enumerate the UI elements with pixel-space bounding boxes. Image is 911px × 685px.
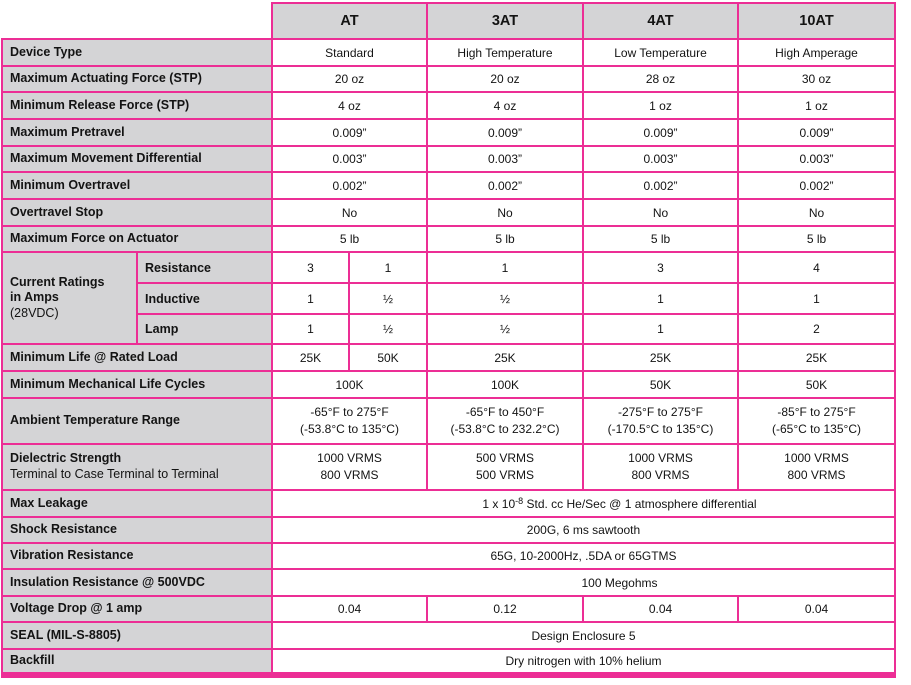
row-label-min-mech-life: Minimum Mechanical Life Cycles	[2, 371, 272, 398]
row-label-max-pretravel: Maximum Pretravel	[2, 119, 272, 146]
row-ambient-temp	[2, 398, 895, 444]
max-leakage-prefix: 1 x 10	[482, 497, 516, 511]
lamp-4at: 1	[583, 314, 738, 344]
max-force-on-actuator-10at: 5 lb	[738, 226, 895, 252]
voltage-drop-3at: 0.12	[427, 596, 583, 622]
column-header-10at: 10AT	[738, 3, 895, 39]
ambient-temp-10at	[738, 398, 895, 444]
ambient-temp-at	[272, 398, 427, 444]
current-ratings-label-line3: (28VDC)	[10, 305, 59, 320]
shock-resistance-value: 200G, 6 ms sawtooth	[272, 517, 895, 543]
min-release-force-at: 4 oz	[272, 92, 427, 119]
device-type-4at: Low Temperature	[583, 39, 738, 66]
row-current-ratings-resistance	[2, 252, 895, 283]
ambient-temp-at-c: (-53.8°C to 135°C)	[300, 422, 399, 436]
max-leakage-suffix: Std. cc He/Sec @ 1 atmosphere differential	[523, 497, 757, 511]
max-pretravel-10at: 0.009”	[738, 119, 895, 146]
max-force-on-actuator-4at: 5 lb	[583, 226, 738, 252]
min-mech-life-4at: 50K	[583, 371, 738, 398]
dielectric-10at-line2: 800 VRMS	[787, 468, 846, 482]
dielectric-at	[272, 444, 427, 490]
current-ratings-label-line1: Current Ratings	[10, 274, 105, 289]
lamp-10at: 2	[738, 314, 895, 344]
inductive-at-a: 1	[272, 283, 349, 314]
max-leakage-value	[272, 490, 895, 517]
ambient-temp-at-f: -65°F to 275°F	[310, 405, 389, 420]
ambient-temp-4at	[583, 398, 738, 444]
row-max-movement-differential	[2, 146, 895, 172]
row-insulation-resistance	[2, 569, 895, 596]
row-label-min-release-force: Minimum Release Force (STP)	[2, 92, 272, 119]
overtravel-stop-4at: No	[583, 199, 738, 226]
max-leakage-exponent: -8	[515, 496, 524, 506]
dielectric-4at-line1: 1000 VRMS	[628, 451, 693, 466]
min-mech-life-3at: 100K	[427, 371, 583, 398]
inductive-10at: 1	[738, 283, 895, 314]
row-min-life-rated-load	[2, 344, 895, 371]
row-label-min-life-rated-load: Minimum Life @ Rated Load	[2, 344, 272, 371]
row-label-device-type: Device Type	[2, 39, 272, 66]
dielectric-3at	[427, 444, 583, 490]
row-label-insulation-resistance: Insulation Resistance @ 500VDC	[2, 569, 272, 596]
row-label-backfill: Backfill	[2, 649, 272, 675]
row-seal	[2, 622, 895, 649]
ambient-temp-3at-f: -65°F to 450°F	[465, 405, 545, 420]
ambient-temp-3at-c: (-53.8°C to 232.2°C)	[450, 422, 560, 436]
inductive-4at: 1	[583, 283, 738, 314]
inductive-3at: ½	[427, 283, 583, 314]
overtravel-stop-at: No	[272, 199, 427, 226]
lamp-at-b: ½	[349, 314, 427, 344]
row-label-max-force-on-actuator: Maximum Force on Actuator	[2, 226, 272, 252]
min-overtravel-3at: 0.002”	[427, 172, 583, 199]
row-vibration-resistance	[2, 543, 895, 569]
row-label-seal: SEAL (MIL-S-8805)	[2, 622, 272, 649]
inductive-at-b: ½	[349, 283, 427, 314]
row-max-actuating-force	[2, 66, 895, 92]
row-label-shock-resistance: Shock Resistance	[2, 517, 272, 543]
vibration-resistance-value: 65G, 10-2000Hz, .5DA or 65GTMS	[272, 543, 895, 569]
min-life-4at: 25K	[583, 344, 738, 371]
dielectric-at-line2: 800 VRMS	[320, 468, 379, 482]
min-mech-life-at: 100K	[272, 371, 427, 398]
dielectric-label-line1: Dielectric Strength	[10, 451, 122, 466]
resistance-at-a: 3	[272, 252, 349, 283]
max-movement-differential-3at: 0.003”	[427, 146, 583, 172]
device-type-3at: High Temperature	[427, 39, 583, 66]
resistance-at-b: 1	[349, 252, 427, 283]
voltage-drop-4at: 0.04	[583, 596, 738, 622]
min-overtravel-10at: 0.002”	[738, 172, 895, 199]
dielectric-10at-line1: 1000 VRMS	[784, 451, 849, 466]
column-header-3at: 3AT	[427, 3, 583, 39]
dielectric-4at	[583, 444, 738, 490]
max-pretravel-3at: 0.009”	[427, 119, 583, 146]
max-force-on-actuator-at: 5 lb	[272, 226, 427, 252]
ambient-temp-4at-f: -275°F to 275°F	[618, 405, 703, 420]
current-ratings-label-line2: in Amps	[10, 290, 59, 305]
backfill-value: Dry nitrogen with 10% helium	[272, 649, 895, 675]
max-movement-differential-10at: 0.003”	[738, 146, 895, 172]
row-label-lamp: Lamp	[137, 314, 272, 344]
dielectric-label-line2: Terminal to Case Terminal to Terminal	[10, 467, 219, 481]
max-actuating-force-10at: 30 oz	[738, 66, 895, 92]
max-actuating-force-at: 20 oz	[272, 66, 427, 92]
seal-value: Design Enclosure 5	[272, 622, 895, 649]
row-label-overtravel-stop: Overtravel Stop	[2, 199, 272, 226]
min-life-at-b: 50K	[349, 344, 427, 371]
ambient-temp-3at	[427, 398, 583, 444]
header-blank-cell	[2, 3, 272, 39]
max-movement-differential-at: 0.003”	[272, 146, 427, 172]
row-max-pretravel	[2, 119, 895, 146]
row-backfill	[2, 649, 895, 675]
row-voltage-drop	[2, 596, 895, 622]
min-life-3at: 25K	[427, 344, 583, 371]
dielectric-10at	[738, 444, 895, 490]
min-release-force-10at: 1 oz	[738, 92, 895, 119]
resistance-10at: 4	[738, 252, 895, 283]
device-type-at: Standard	[272, 39, 427, 66]
row-label-dielectric-strength	[2, 444, 272, 490]
overtravel-stop-10at: No	[738, 199, 895, 226]
insulation-resistance-value: 100 Megohms	[272, 569, 895, 596]
row-shock-resistance	[2, 517, 895, 543]
row-label-voltage-drop: Voltage Drop @ 1 amp	[2, 596, 272, 622]
max-force-on-actuator-3at: 5 lb	[427, 226, 583, 252]
dielectric-3at-line2: 500 VRMS	[475, 468, 535, 482]
voltage-drop-10at: 0.04	[738, 596, 895, 622]
row-label-current-ratings	[2, 252, 137, 344]
row-max-force-on-actuator	[2, 226, 895, 252]
min-release-force-4at: 1 oz	[583, 92, 738, 119]
lamp-at-a: 1	[272, 314, 349, 344]
min-overtravel-4at: 0.002”	[583, 172, 738, 199]
row-label-inductive: Inductive	[137, 283, 272, 314]
row-label-max-movement-differential: Maximum Movement Differential	[2, 146, 272, 172]
row-min-mech-life	[2, 371, 895, 398]
min-release-force-3at: 4 oz	[427, 92, 583, 119]
row-label-max-leakage: Max Leakage	[2, 490, 272, 517]
min-life-at-a: 25K	[272, 344, 349, 371]
max-actuating-force-3at: 20 oz	[427, 66, 583, 92]
header-row	[2, 3, 895, 39]
row-device-type	[2, 39, 895, 66]
row-min-overtravel	[2, 172, 895, 199]
column-header-at: AT	[272, 3, 427, 39]
column-header-4at: 4AT	[583, 3, 738, 39]
row-min-release-force	[2, 92, 895, 119]
row-max-leakage	[2, 490, 895, 517]
max-movement-differential-4at: 0.003”	[583, 146, 738, 172]
resistance-4at: 3	[583, 252, 738, 283]
dielectric-3at-line1: 500 VRMS	[475, 451, 535, 466]
row-label-vibration-resistance: Vibration Resistance	[2, 543, 272, 569]
voltage-drop-at: 0.04	[272, 596, 427, 622]
lamp-3at: ½	[427, 314, 583, 344]
row-label-max-actuating-force: Maximum Actuating Force (STP)	[2, 66, 272, 92]
row-label-resistance: Resistance	[137, 252, 272, 283]
ambient-temp-10at-c: (-65°C to 135°C)	[772, 422, 861, 436]
row-dielectric-strength	[2, 444, 895, 490]
row-label-ambient-temp: Ambient Temperature Range	[2, 398, 272, 444]
resistance-3at: 1	[427, 252, 583, 283]
dielectric-4at-line2: 800 VRMS	[631, 468, 690, 482]
min-mech-life-10at: 50K	[738, 371, 895, 398]
row-label-min-overtravel: Minimum Overtravel	[2, 172, 272, 199]
max-pretravel-at: 0.009”	[272, 119, 427, 146]
max-pretravel-4at: 0.009”	[583, 119, 738, 146]
device-type-10at: High Amperage	[738, 39, 895, 66]
ambient-temp-4at-c: (-170.5°C to 135°C)	[607, 422, 714, 436]
min-overtravel-at: 0.002”	[272, 172, 427, 199]
max-actuating-force-4at: 28 oz	[583, 66, 738, 92]
min-life-10at: 25K	[738, 344, 895, 371]
spec-table	[1, 2, 896, 678]
overtravel-stop-3at: No	[427, 199, 583, 226]
dielectric-at-line1: 1000 VRMS	[317, 451, 382, 466]
row-overtravel-stop	[2, 199, 895, 226]
ambient-temp-10at-f: -85°F to 275°F	[777, 405, 856, 420]
